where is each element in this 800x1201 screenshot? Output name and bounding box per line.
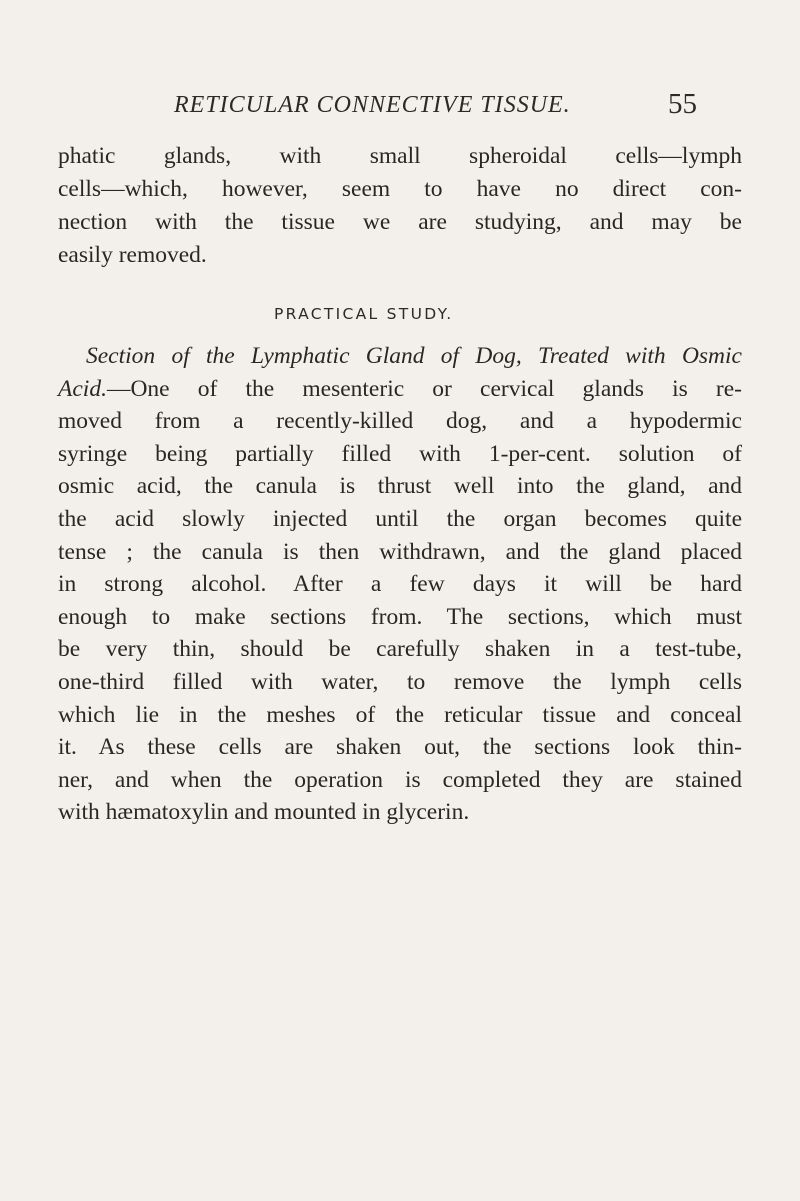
- text-line: cells—which, however, seem to have no direct con-: [58, 176, 742, 202]
- text-line: phatic glands, with small spheroidal cells—lymph: [58, 143, 742, 169]
- text-line: tense ; the canula is then withdrawn, and the gland placed: [58, 538, 742, 565]
- text-line: moved from a recently-killed dog, and a hypodermic: [58, 408, 742, 435]
- text-run: —One of the mesenteric or cervical glands is re-: [106, 375, 742, 402]
- text-line: one-third filled with water, to remove the lymph cells: [58, 668, 742, 695]
- text-line: it. As these cells are shaken out, the sections look thin-: [58, 734, 742, 761]
- text-line: with hæmatoxylin and mounted in glycerin.: [58, 799, 470, 826]
- section-heading: PRACTICAL STUDY.: [274, 305, 454, 323]
- text-line: in strong alcohol. After a few days it will be hard: [58, 571, 742, 598]
- page-number: 55: [668, 88, 697, 120]
- italic-title-end: Acid.: [58, 375, 107, 402]
- paragraph-continued: [58, 140, 742, 272]
- text-line: enough to make sections from. The sections, which must: [58, 603, 742, 630]
- text-line: nection with the tissue we are studying, and may be: [58, 209, 742, 235]
- text-line: ner, and when the operation is completed they are stained: [58, 766, 742, 793]
- text-line: be very thin, should be carefully shaken in a test-tube,: [58, 636, 742, 663]
- text-line: easily removed.: [58, 242, 207, 268]
- italic-title-line: Section of the Lymphatic Gland of Dog, Treated with Osmic: [86, 343, 742, 369]
- text-line: which lie in the meshes of the reticular tissue and conceal: [58, 701, 742, 728]
- text-line: [58, 373, 742, 406]
- practical-study-paragraph: [58, 340, 742, 829]
- text-line: osmic acid, the canula is thrust well into the gland, and: [58, 473, 742, 500]
- text-line: the acid slowly injected until the organ becomes quite: [58, 505, 742, 532]
- running-head-title: RETICULAR CONNECTIVE TISSUE.: [174, 92, 571, 118]
- text-line: syringe being partially filled with 1-per-cent. solution of: [58, 440, 742, 467]
